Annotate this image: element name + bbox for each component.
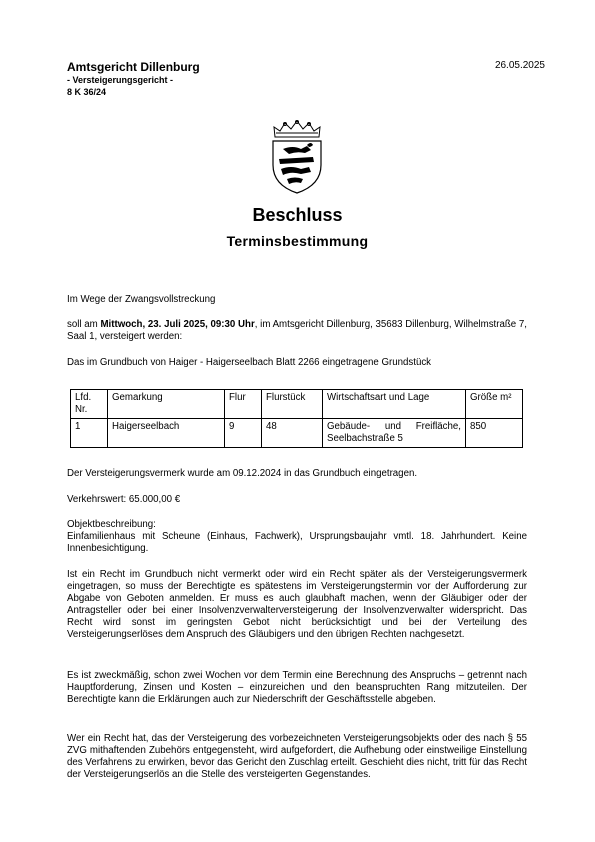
appointment-prefix: soll am: [67, 319, 101, 330]
court-name: Amtsgericht Dillenburg: [67, 60, 200, 74]
cell-gemarkung: Haigerseelbach: [108, 419, 225, 448]
cell-wirtschaftsart: Gebäude- und Freifläche, Seelbachstraße 5: [323, 419, 466, 448]
file-number: 8 K 36/24: [67, 87, 107, 97]
cell-flur: 9: [225, 419, 262, 448]
column-header-flur: Flur: [225, 390, 262, 419]
intro-text: Im Wege der Zwangsvollstreckung: [67, 294, 216, 305]
vermerk-text: Der Versteigerungsvermerk wurde am 09.12.2024 in das Grundbuch eingetragen.: [67, 468, 418, 479]
table-header-row: [71, 390, 523, 419]
cell-flurstueck: 48: [262, 419, 323, 448]
cell-groesse: 850: [466, 419, 523, 448]
objekt-text: Einfamilienhaus mit Scheune (Einhaus, Fachwerk), Ursprungsbaujahr vmtl. 18. Jahrhundert. Keine Innenbesichtigung.: [67, 531, 527, 554]
zweckmaessig-paragraph: Es ist zweckmäßig, schon zwei Wochen vor dem Termin eine Berechnung des Anspruchs – getrennt nach Hauptforderung, Zinsen und Kosten – einzureichen und den beanspruchten Rang mitzuteilen. Der Berechtigte kann die Erklärungen auch zur Niederschrift der Geschäftsstelle abgeben.: [67, 670, 527, 705]
column-header-lfd-nr: Lfd. Nr.: [71, 390, 108, 419]
column-header-flurstueck: Flurstück: [262, 390, 323, 419]
document-title: Beschluss: [252, 205, 343, 225]
table-row: [71, 419, 523, 448]
column-header-gemarkung: Gemarkung: [108, 390, 225, 419]
appointment-datetime: Mittwoch, 23. Juli 2025, 09:30 Uhr: [100, 319, 255, 330]
recht-paragraph: Ist ein Recht im Grundbuch nicht vermerkt oder wird ein Recht später als der Versteigerungsvermerk eingetragen, so muss der Berechtigte es spätestens im Versteigerungstermin vor der Aufforderung zur Abgabe von Geboten anmelden. Er muss es auch glaubhaft machen, wenn der Gläubiger oder der Antragsteller oder bei einer Insolvenzverwalterversteigerung der Insolvenzverwalter widerspricht. Das Recht wird sonst im geringsten Gebot nicht berücksichtigt und bei der Verteilung des Versteigerungserlöses dem Anspruch des Gläubigers und den übrigen Rechten nachgesetzt.: [67, 569, 527, 640]
property-intro: Das im Grundbuch von Haiger - Haigerseelbach Blatt 2266 eingetragene Grundstück: [67, 357, 432, 368]
zubehoer-paragraph: Wer ein Recht hat, das der Versteigerung des vorbezeichneten Versteigerungsobjekts oder des nach § 55 ZVG mithaftenden Zubehörs entgegensteht, wird aufgefordert, die Aufhebung oder einstweilige Einstellung des Verfahrens zu erwirken, bevor das Gericht den Zuschlag erteilt. Geschieht dies nicht, tritt für das Recht der Versteigerungserlös an die Stelle des versteigerten Gegenstandes.: [67, 733, 527, 780]
court-department: - Versteigerungsgericht -: [67, 75, 174, 85]
court-header: [67, 60, 200, 98]
objekt-label: Objektbeschreibung:: [67, 519, 156, 530]
verkehrswert-text: Verkehrswert: 65.000,00 €: [67, 494, 181, 505]
parcel-table: [70, 389, 523, 448]
column-header-wirtschaftsart: Wirtschaftsart und Lage: [323, 390, 466, 419]
cell-lfd-nr: 1: [71, 419, 108, 448]
column-header-groesse: Größe m²: [466, 390, 523, 419]
appointment-suffix: , im Amtsgericht Dillenburg, 35683 Dillenburg, Wilhelmstraße 7, Saal 1, versteigert werden:: [67, 319, 527, 342]
hessen-coat-of-arms-icon: [267, 119, 327, 195]
document-date: 26.05.2025: [494, 60, 545, 71]
document-subtitle: Terminsbestimmung: [226, 233, 369, 249]
appointment-text: [67, 319, 527, 343]
